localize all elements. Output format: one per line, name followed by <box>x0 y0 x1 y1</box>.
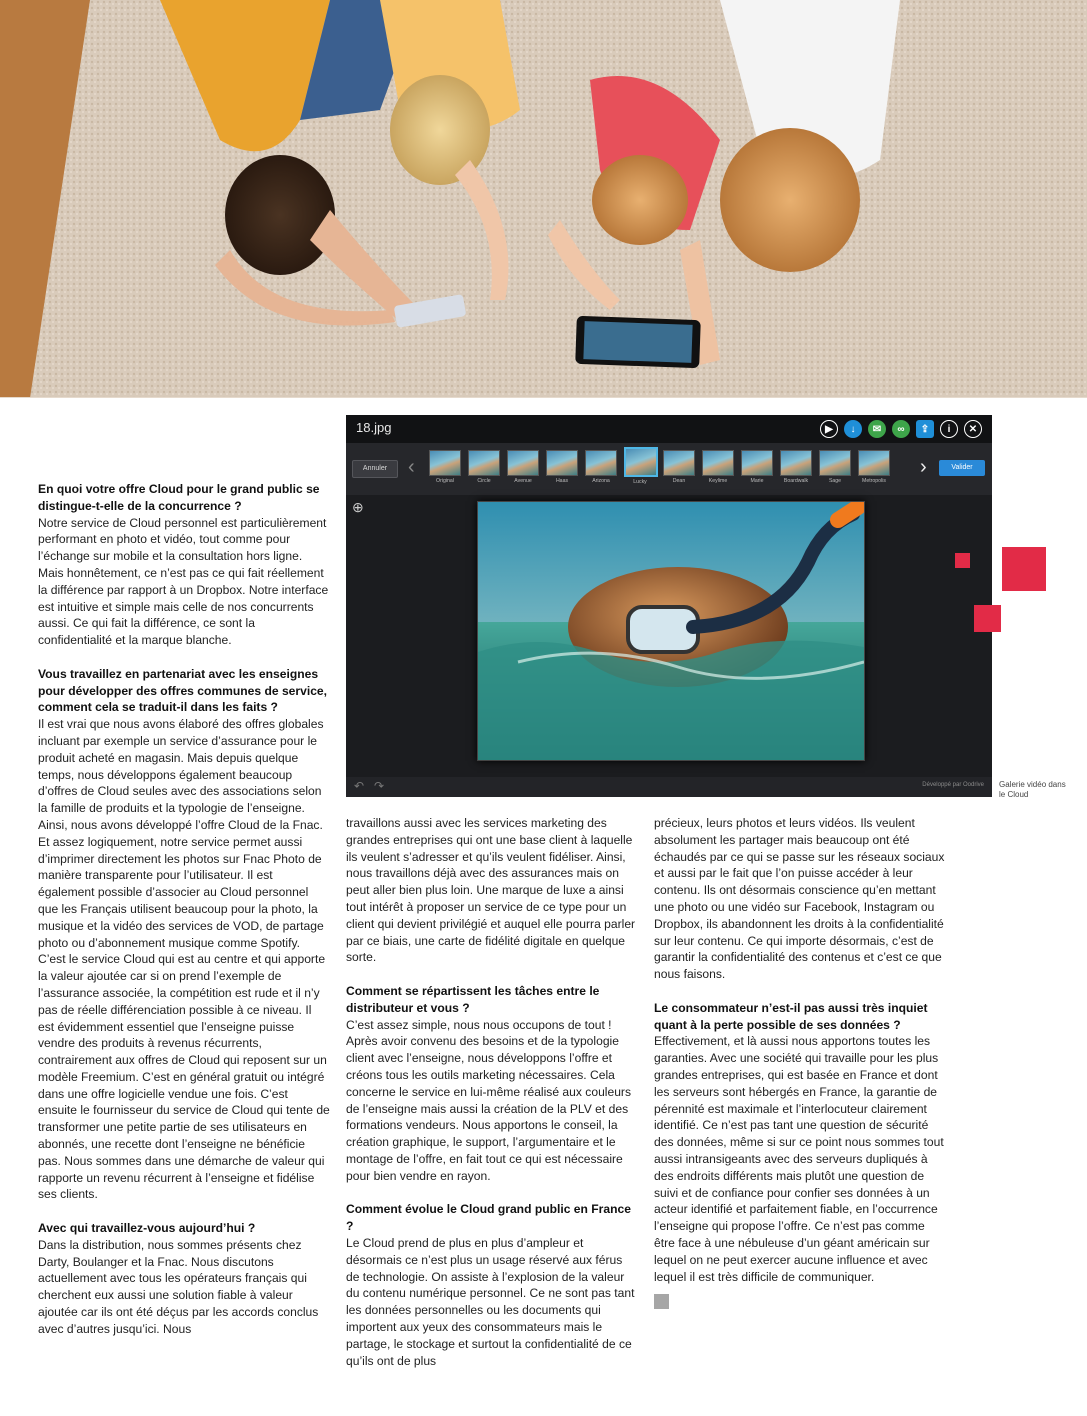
filter-label: Arizona <box>592 478 610 484</box>
undo-redo-icons[interactable]: ↶ ↷ <box>354 779 385 793</box>
toolbar-icons <box>820 420 982 438</box>
filter-thumbnail[interactable] <box>429 450 461 485</box>
filter-thumbnail[interactable] <box>507 450 539 485</box>
decor-square-large <box>1002 547 1046 591</box>
decor-square-small <box>955 553 970 568</box>
filter-preview-image <box>624 447 658 477</box>
filter-thumbnail[interactable] <box>780 450 812 485</box>
image-caption: Galerie vidéo dans le Cloud <box>999 780 1066 799</box>
developer-credit: Développé par Oodrive <box>922 782 984 788</box>
filter-preview-image <box>468 450 500 476</box>
article-column-3 <box>654 815 946 1302</box>
question-2: Vous travaillez en partenariat avec les enseignes pour développer des offres communes de service, comment cela se traduit-il dans les faits ? <box>38 666 328 715</box>
filter-label: Boardwalk <box>783 478 809 484</box>
filter-label: Metropolis <box>862 478 886 484</box>
filter-thumbnail[interactable] <box>624 450 656 485</box>
filter-label: Dean <box>672 478 686 484</box>
filter-preview-image <box>741 450 773 476</box>
filter-preview-image <box>546 450 578 476</box>
answer-4: C’est assez simple, nous nous occupons de tout ! Après avoir convenu des besoins et de la typologie client avec l’enseigne, nous développons l’offre et créons tous les outils marketing nécessaires. Cela concerne le service en lui-même réalisé aux couleurs de l’enseigne mais aussi la création de la PLV et des formations vendeurs. Nous apportons le conseil, la création graphique, le support, l’argumentaire et le montage de l’offre, en fait tout ce qui est nécessaire pour bien vendre en rayon. <box>346 1017 632 1183</box>
filter-thumbnail[interactable] <box>585 450 617 485</box>
info-icon[interactable]: i <box>940 420 958 438</box>
family-on-carpet-illustration <box>0 0 1087 398</box>
filter-thumbnail[interactable] <box>702 450 734 485</box>
question-6: Le consommateur n’est-il pas aussi très inquiet quant à la perte possible de ses données ? <box>654 1000 928 1032</box>
email-icon[interactable]: ✉ <box>868 420 886 438</box>
filter-label: Sage <box>828 478 842 484</box>
filter-preview-image <box>429 450 461 476</box>
filter-preview-image <box>702 450 734 476</box>
answer-3-part-1: Dans la distribution, nous sommes présents chez Darty, Boulanger et la Fnac. Nous discutons actuellement avec tous les opérateurs français qui cherchent eux aussi une solution fiable à valeur ajoutée car ils ont été déçus par les accords conclus avec d’autres jusqu’ici. Nous <box>38 1237 319 1336</box>
question-1: En quoi votre offre Cloud pour le grand public se distingue-t-elle de la concurrence ? <box>38 482 320 513</box>
share-icon[interactable]: ⇪ <box>916 420 934 438</box>
end-of-article-mark <box>654 1294 669 1309</box>
question-3: Avec qui travaillez-vous aujourd’hui ? <box>38 1221 256 1236</box>
filter-label: Lucky <box>633 479 647 485</box>
filter-label: Avenue <box>514 478 532 484</box>
decor-square-medium <box>974 605 1001 632</box>
cloud-gallery-app <box>346 415 992 797</box>
zoom-icon[interactable]: ⊕ <box>352 499 364 515</box>
filter-thumbnails <box>429 450 890 485</box>
answer-6: Effectivement, et là aussi nous apportons toutes les garanties. Avec une société qui travaille pour les plus grandes entreprises, qui est basée en France et dont les serveurs sont hébergés en France, la garantie de pérennité est maximale et l’interlocuteur clairement identifié. Ce n’est pas tant une question de sécurité des données, même si sur ce point nous sommes tout aussi intransigeants avec des serveurs dupliqués à des endroits différents mais plutôt une question de suivi et de confiance pour confier ses données à un acteur identifié et parfaitement fiable, en l’occurrence l’enseigne qui propose l’offre. Ce n’est pas comme être face à une nébuleuse d’un géant américain sur lequel on ne peut exercer aucune influence et avec lequel il est très difficile de communiquer. <box>654 1034 944 1284</box>
article-column-2 <box>346 815 638 1386</box>
filter-thumbnail[interactable] <box>546 450 578 485</box>
app-bottombar <box>346 777 992 797</box>
filename-label: 18.jpg <box>356 420 392 435</box>
filter-label: Haas <box>555 478 569 484</box>
link-icon[interactable]: ∞ <box>892 420 910 438</box>
validate-button[interactable]: Valider <box>939 460 985 476</box>
play-icon[interactable]: ▶ <box>820 420 838 438</box>
filters-prev-icon[interactable]: ‹ <box>408 456 415 478</box>
answer-5-part-1: Le Cloud prend de plus en plus d’ampleur et désormais ce n’est plus un usage réservé aux férus de technologie. On assiste à l’explosion de la valeur du contenu numérique personnel. Ce ne sont pas tant les données personnelles ou les documents qui importent aux yeux des consommateurs mais le partage, le stockage et surtout la confidentialité de ce qu’ils ont de plus <box>346 1235 635 1368</box>
filter-preview-image <box>819 450 851 476</box>
filter-preview-image <box>585 450 617 476</box>
answer-5-part-2: précieux, leurs photos et leurs vidéos. Ils veulent absolument les partager mais beaucoup ont été échaudés par ce qui se passe sur les réseaux sociaux et aussi par le fait que l’on puisse accéder à leur contenu. Ils ont désormais conscience qu’en mettant une photo ou une vidéo sur Facebook, Instagram ou Dropbox, ils abandonnent les droits à la confidentialité sur leur contenu. Ce qui importe désormais, c’est de garantir la confidentialité des contenus et c’est ce que nous faisons. <box>654 816 945 982</box>
filter-thumbnail[interactable] <box>741 450 773 485</box>
filter-thumbnail[interactable] <box>858 450 890 485</box>
answer-2: Il est vrai que nous avons élaboré des offres globales incluant par exemple un service d’assurance pour le produit acheté en magasin. Mais depuis quelque temps, nous développons également beaucoup d’offres de Cloud seules avec des associations selon la famille de produits et la typologie de l’enseigne. Ainsi, nous avons développé l’offre Cloud de la Fnac. Et assez logiquement, notre service permet aussi d’imprimer directement les photos sur Fnac Photo de manière transparente pour l’utilisateur. Il est également possible d’associer au Cloud personnel que les Français utilisent beaucoup pour la photo, la musique et la vidéo des services de VOD, de partage photo ou d’abonnement musique comme Spotify. C’est le service Cloud qui est au centre et qui apporte la valeur ajoutée car si on prend l’exemple de l’assurance associée, la compétition est rude et il n’y pas de réelle différenciation possible à ce niveau. Il est évidemment essentiel que l’enseigne puisse vendre des produits à revenus récurrents, contrairement aux offres de Cloud qui reposent sur un modèle Freemium. C’est en général gratuit ou intégré dans une offre logicielle vendue une fois. C’est ensuite le fournisseur du service de Cloud qui tente de transformer une petite partie de ses utilisateurs en abonnés, une recette dont l’enseigne ne bénéficie pas. Nous sommes dans une démarche de valeur qui rapporte un revenu récurrent à l’enseigne et fidélise ses clients. <box>38 717 330 1202</box>
filter-thumbnail[interactable] <box>663 450 695 485</box>
answer-3-part-2: travaillons aussi avec les services marketing des grandes entreprises qui ont une base client à laquelle ils veulent s’adresser et qu’ils veulent fidéliser. Ainsi, nous travaillons déjà avec des assurances mais on peut aller bien plus loin. Une marque de luxe a ainsi tout intérêt à proposer un service de ce type pour un client qui devient privilégié et auquel elle pourra parler par ce biais, une carte de fidélité digitale en quelque sorte. <box>346 816 636 965</box>
article-column-1 <box>38 481 330 1354</box>
download-icon[interactable]: ↓ <box>844 420 862 438</box>
filter-label: Original <box>436 478 454 484</box>
close-icon[interactable]: ✕ <box>964 420 982 438</box>
snorkel-photo <box>477 501 865 761</box>
answer-1: Notre service de Cloud personnel est particulièrement performant en photo et vidéo, tout comme pour l’échange sur mobile et la consultation hors ligne. Mais honnêtement, ce n’est pas ce qui fait réellement la différence par rapport à un Dropbox. Notre interface est intuitive et simple mais celle de nos concurrents aussi. Ce qui fait la différence, ce sont la confidentialité et la marque blanche. <box>38 515 329 648</box>
filter-label: Keylime <box>708 478 728 484</box>
filter-label: Circle <box>477 478 491 484</box>
app-titlebar <box>346 415 992 443</box>
question-5: Comment évolue le Cloud grand public en France ? <box>346 1202 631 1234</box>
filter-preview-image <box>663 450 695 476</box>
filter-thumbnail[interactable] <box>468 450 500 485</box>
hero-photo <box>0 0 1087 398</box>
filters-next-icon[interactable]: › <box>920 456 927 478</box>
filter-preview-image <box>780 450 812 476</box>
cancel-button[interactable]: Annuler <box>352 460 398 478</box>
question-4: Comment se répartissent les tâches entre le distributeur et vous ? <box>346 983 600 1015</box>
filter-preview-image <box>507 450 539 476</box>
snorkel-child-image <box>478 502 864 760</box>
filter-label: Marie <box>750 478 764 484</box>
filter-preview-image <box>858 450 890 476</box>
filter-thumbnail[interactable] <box>819 450 851 485</box>
filter-strip <box>346 443 992 495</box>
